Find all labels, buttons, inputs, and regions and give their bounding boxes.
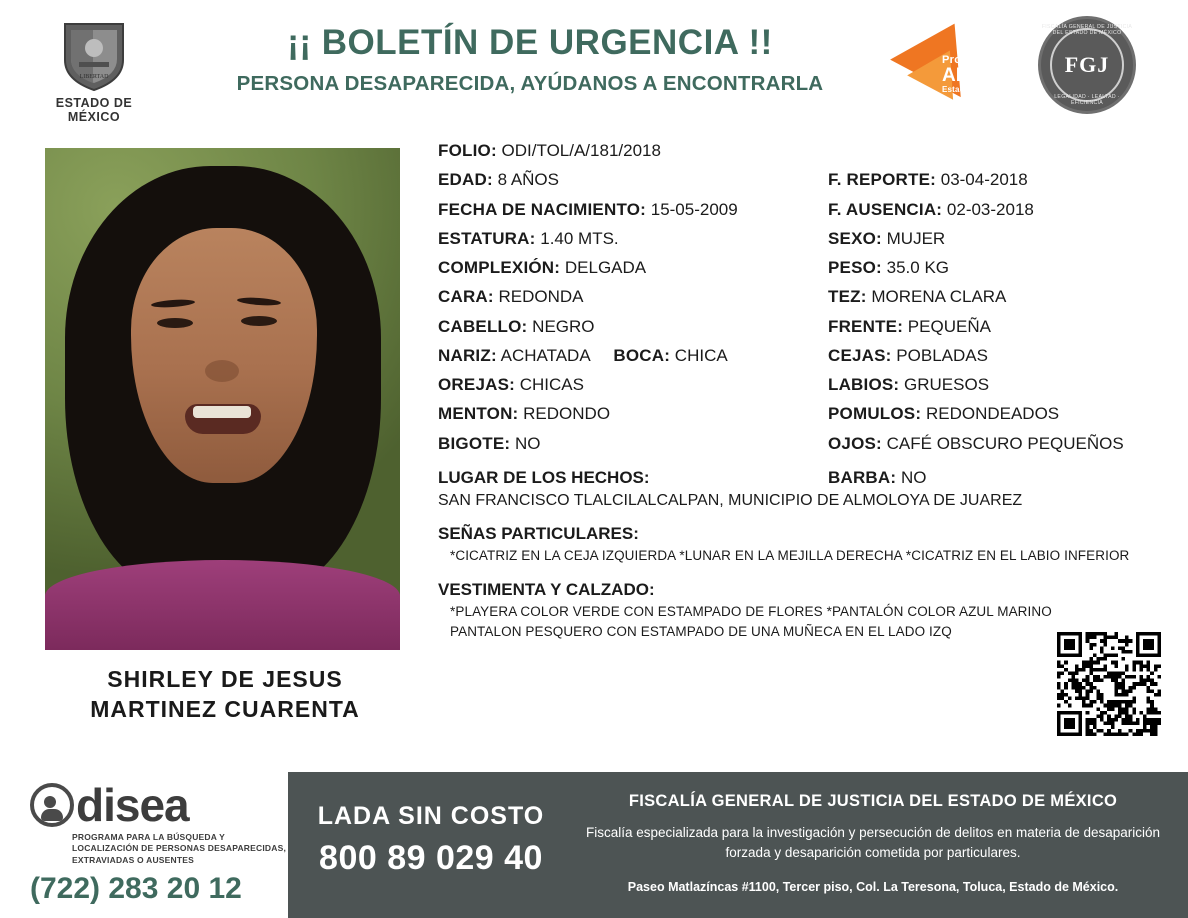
field-edad-label: EDAD: (438, 170, 493, 190)
field-menton-value: REDONDO (523, 404, 611, 424)
protocolo-alba-logo (900, 18, 1032, 114)
field-tez (828, 286, 1168, 307)
page-title: ¡¡ BOLETÍN DE URGENCIA !! (287, 23, 773, 62)
document-footer (0, 772, 1188, 918)
disea-phone[interactable]: (722) 283 20 12 (30, 872, 242, 906)
section-senas-particulares (438, 524, 1168, 566)
disea-subtitle: PROGRAMA PARA LA BÚSQUEDA Y LOCALIZACIÓN DE PERSONAS DESAPARECIDAS, EXTRAVIADAS O AUSENTES (72, 832, 287, 865)
lugar-hechos-value: SAN FRANCISCO TLALCILALCALPAN, MUNICIPIO DE ALMOLOYA DE JUAREZ (438, 491, 1023, 509)
photo-face (131, 228, 317, 483)
alba-line3: Estado de México (942, 85, 1013, 94)
alba-text (942, 54, 1034, 94)
field-cabello (438, 316, 828, 337)
field-peso (828, 257, 1168, 278)
field-menton-label: MENTON: (438, 404, 519, 424)
fiscalia-block (574, 772, 1188, 918)
field-bigote-value: NO (514, 433, 541, 453)
field-complexion-value: DELGADA (564, 258, 647, 277)
person-photo (45, 148, 400, 650)
field-ojos (828, 433, 1168, 454)
field-pomulos-value: REDONDEADOS (925, 404, 1060, 424)
vestimenta-line1: *PLAYERA COLOR VERDE CON ESTAMPADO DE FLORES *PANTALÓN COLOR AZUL MARINO (450, 604, 1052, 619)
photo-eye-left (157, 318, 193, 328)
field-cejas-label: CEJAS: (828, 345, 892, 365)
field-f-ausencia-value: 02-03-2018 (946, 199, 1034, 219)
person-data (438, 140, 1168, 643)
document-header (0, 0, 1188, 128)
field-bigote (438, 433, 828, 454)
field-edad (438, 169, 828, 190)
field-peso-label: PESO: (828, 258, 882, 277)
header-titles (180, 24, 880, 96)
vestimenta-line2: PANTALON PESQUERO CON ESTAMPADO DE UNA MUÑECA EN EL LADO IZQ (450, 624, 952, 640)
field-nariz-value: ACHATADA (500, 345, 590, 365)
field-labios-label: LABIOS: (828, 375, 900, 394)
field-cara-value: REDONDA (498, 287, 584, 307)
field-folio-value: ODI/TOL/A/181/2018 (501, 141, 661, 160)
person-name: SHIRLEY DE JESUS MARTINEZ CUARENTA (90, 666, 360, 722)
lada-block (288, 772, 574, 918)
field-f-ausencia-label: F. AUSENCIA: (828, 199, 943, 219)
field-nariz-label: NARIZ: (438, 345, 497, 365)
field-estatura (438, 228, 828, 249)
photo-shirt (45, 560, 400, 650)
field-estatura-value: 1.40 MTS. (540, 228, 619, 248)
field-ojos-label: OJOS: (828, 433, 882, 453)
disea-person-icon (30, 783, 74, 827)
field-sexo (828, 228, 1168, 249)
field-sexo-label: SEXO: (828, 228, 882, 248)
field-pomulos (828, 403, 1168, 424)
field-cabello-label: CABELLO: (438, 316, 528, 336)
field-frente (828, 316, 1168, 337)
lada-number[interactable]: 800 89 029 40 (319, 839, 543, 877)
field-orejas-value: CHICAS (519, 375, 584, 394)
field-fecha-nacimiento (438, 199, 828, 220)
field-nariz-boca (438, 345, 828, 366)
field-folio-label: FOLIO: (438, 141, 497, 160)
lada-label: LADA SIN COSTO (317, 802, 545, 830)
field-folio (438, 140, 1168, 161)
field-complexion-label: COMPLEXIÓN: (438, 258, 561, 277)
field-peso-value: 35.0 KG (886, 258, 950, 277)
page-subtitle: PERSONA DESAPARECIDA, AYÚDANOS A ENCONTRARLA (236, 71, 824, 95)
edomex-seal (34, 18, 154, 124)
field-barba-value: NO (900, 467, 927, 487)
fiscalia-address: Paseo Matlazíncas #1100, Tercer piso, Col. La Teresona, Toluca, Estado de México. (627, 879, 1119, 894)
vestimenta-label: VESTIMENTA Y CALZADO: (438, 580, 655, 599)
lugar-hechos-label: LUGAR DE LOS HECHOS: (438, 467, 650, 487)
fgj-circle (1038, 16, 1136, 114)
field-fecha-nacimiento-label: FECHA DE NACIMIENTO: (438, 199, 646, 219)
field-ojos-value: CAFÉ OBSCURO PEQUEÑOS (886, 433, 1124, 453)
field-frente-label: FRENTE: (828, 316, 904, 336)
field-f-ausencia (828, 199, 1168, 220)
senas-particulares-value: *CICATRIZ EN LA CEJA IZQUIERDA *LUNAR EN LA MEJILLA DERECHA *CICATRIZ EN EL LABIO INFERIOR (450, 547, 1130, 563)
alba-line2: ALBA (942, 65, 995, 86)
fiscalia-description: Fiscalía especializada para la investigación y persecución de delitos en materia de desaparición forzada y desaparición cometida por particulares. (585, 825, 1161, 861)
fgj-acronym: FGJ (1064, 52, 1110, 77)
disea-word-text: disea (76, 779, 189, 831)
field-tez-label: TEZ: (828, 287, 867, 307)
field-cara (438, 286, 828, 307)
disea-wordmark (30, 779, 290, 831)
alba-line1: Protocolo (942, 54, 997, 66)
field-boca-label: BOCA: (613, 345, 671, 365)
qr-code[interactable] (1057, 632, 1161, 736)
fgj-inner-ring (1050, 28, 1124, 102)
field-f-reporte (828, 169, 1168, 190)
field-sexo-value: MUJER (886, 228, 946, 248)
field-orejas (438, 374, 828, 395)
field-orejas-label: OREJAS: (438, 375, 515, 394)
field-cejas-value: POBLADAS (896, 345, 988, 365)
photo-mouth (185, 404, 261, 434)
photo-eye-right (241, 316, 277, 326)
fiscalia-title: FISCALÍA GENERAL DE JUSTICIA DEL ESTADO DE MÉXICO (628, 792, 1118, 810)
seal-caption: ESTADO DE MÉXICO (55, 96, 133, 124)
senas-particulares-label: SEÑAS PARTICULARES: (438, 523, 639, 543)
photo-nose (205, 360, 239, 382)
field-frente-value: PEQUEÑA (907, 316, 991, 336)
lugar-hechos-value-wrap (438, 492, 1168, 510)
section-lugar-hechos (438, 468, 828, 490)
field-pomulos-label: POMULOS: (828, 404, 922, 424)
field-estatura-label: ESTATURA: (438, 228, 536, 248)
field-cabello-value: NEGRO (532, 316, 595, 336)
field-labios (828, 374, 1168, 395)
field-boca-value: CHICA (674, 345, 728, 365)
svg-text:LIBERTAD: LIBERTAD (79, 74, 109, 80)
photo-teeth (193, 406, 251, 418)
footer-contact-bar (288, 772, 1188, 918)
disea-logo (30, 779, 290, 906)
fgj-ring-top-text: FISCALÍA GENERAL DE JUSTICIA DEL ESTADO DE MÉXICO (1041, 24, 1133, 36)
field-cejas (828, 345, 1168, 366)
field-complexion (438, 257, 828, 278)
fgj-logo (1038, 16, 1148, 116)
field-barba-label: BARBA: (828, 467, 897, 487)
field-f-reporte-label: F. REPORTE: (828, 170, 936, 190)
field-barba (828, 467, 1168, 488)
field-bigote-label: BIGOTE: (438, 433, 511, 453)
field-edad-value: 8 AÑOS (497, 170, 559, 190)
field-fecha-nacimiento-value: 15-05-2009 (650, 199, 738, 219)
field-cara-label: CARA: (438, 287, 494, 307)
field-menton (438, 403, 828, 424)
field-labios-value: GRUESOS (904, 375, 990, 394)
field-tez-value: MORENA CLARA (871, 287, 1007, 307)
state-shield-icon (57, 18, 131, 92)
fgj-ring-bottom-text: LEGALIDAD · LEALTAD · EFICIENCIA (1054, 94, 1120, 106)
field-f-reporte-value: 03-04-2018 (940, 170, 1028, 190)
